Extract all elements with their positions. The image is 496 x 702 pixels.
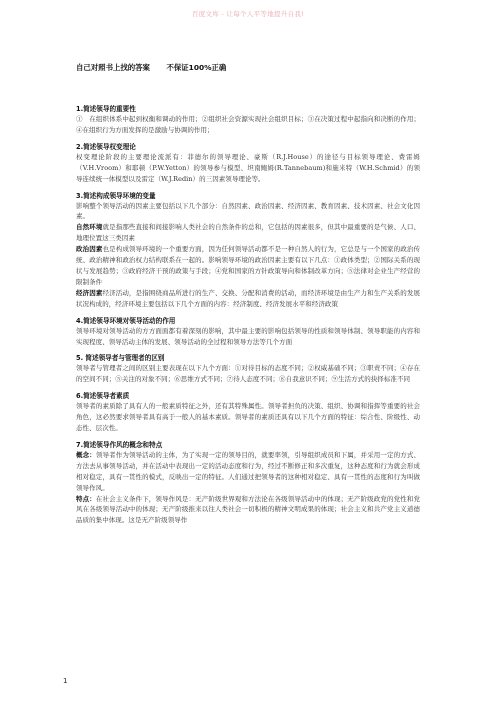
section (76, 142, 420, 185)
section-paragraph (76, 494, 420, 527)
section-heading: 5. 简述领导者与管理者的区别 (76, 354, 165, 363)
sections-container (76, 104, 420, 526)
section (76, 440, 420, 526)
section-heading: 1.简述领导的重要性 (76, 105, 136, 113)
section-paragraph (76, 326, 420, 348)
paragraph-text: 领导环境对领导活动的方方面面都有着深刻的影响，其中最主要的影响包括领导的性质和领导体制、领导职能的内容和实现程度、领导活动主体的发展、领导活动的全过程和领导方法等几个方面 (76, 326, 420, 346)
paragraph-text: 在社会主义条件下，领导作风是：无产阶级世界观和方法论在各级领导活动中的体现；无产阶级政党的党性和党风在各级领导活动中的体现；无产阶级推来以往人类社会一切积极的精神文明成果的体现；社会主义和共产党主义道德品质的集中体现。这是无产阶级领导作 (76, 494, 420, 525)
document-title-line (76, 62, 420, 73)
section-paragraph (76, 222, 420, 244)
section-heading: 7.简述领导作风的概念和特点 (76, 440, 163, 449)
section-paragraph (76, 363, 420, 385)
section-heading: 4.简述领导环境对领导活动的作用 (76, 316, 176, 325)
paragraph-lead: 经济因素 (76, 288, 103, 297)
paragraph-lead: 自然环境 (76, 223, 103, 232)
section-paragraph (76, 401, 420, 434)
paragraph-text: 权变理论阶段的主要理论流派有：菲德尔的领导理论、豪斯（R.J.House）的途径与目标领导理论、费雷姆（V.H.Vroom）和耶顿（P.W.Yetton）的领导参与模型、坦南鲍姆(R.Tannebaum)和施米特（W.H.Schmid）的领导连续统一体模型以及雷定（W.J.Redin）的三因素领导理论等。 (76, 152, 420, 183)
document-title: 自己对照书上找的答案 (76, 63, 150, 72)
paragraph-text: 也是构成领导环境的一个重要方面，因为任何领导活动都不是一种自然人的行为，它总是与一个国家的政治传统、政治精神和政治权力结构联系在一起的。影响领导环境的政治因素主要有以下几点：①政体类型；②国际关系的现状与发展趋势；③政府经济干预的政策与手段；④党和国家的方针政策导向和体制改革方向；⑤法律对企业生产经营的限制条件 (76, 245, 420, 286)
section (76, 104, 420, 136)
section (76, 353, 420, 385)
paragraph-text: 领导者与管理者之间的区别主要表现在以下九个方面：①对待目标的态度不同；②权威基础不同；③职责不同；④存在的空间不同；⑤关注的对象不同；⑥思维方式不同；⑦待人态度不同；⑧自我意识不同；⑨生活方式的抉择标准不同 (76, 364, 420, 384)
paragraph-text: 影响整个领导活动的因素主要包括以下几个部分：自然因素、政治因素、经济因素、教育因素、技术因素、社会文化因素。 (76, 201, 420, 221)
section-paragraph (76, 114, 420, 136)
document-body (76, 62, 420, 526)
paragraph-text: 经济活动，是指围绕商品所进行的生产、交换、分配和消费的活动，而经济环境是由生产力和生产关系的发展状况构成的，经济环境主要包括以下几个方面的内容：经济制度、经济发展水平和经济政策 (76, 288, 420, 308)
paragraph-text: 领导者作为领导活动的主体，为了实现一定的领导目的，就要率领，引导组织成员和下属，并采用一定的方式、方法去从事领导活动，并在活动中表现出一定的活动态度和行为，经过不断修正和多次重复，这种态度和行为就会形成相对稳定，具有一贯性的模式，反映出一定的特征。人们通过把领导者的这种相对稳定、具有一贯性的态度和行为叫做领导作风。 (76, 450, 420, 492)
paragraph-lead: 概念： (76, 450, 96, 459)
section-heading: 3.简述构成领导环境的变量 (76, 191, 156, 200)
paragraph-text: 就是指那些直接和间接影响人类社会的自然条件的总和，它包括的因素很多，但其中最重要的是气候、人口、地理位置这三类因素 (76, 223, 420, 243)
section (76, 191, 420, 310)
paragraph-lead: 特点： (76, 494, 96, 503)
section (76, 391, 420, 434)
page-number: 1 (63, 677, 68, 685)
document-subtitle: 不保证100%正确 (166, 63, 227, 72)
section-paragraph (76, 450, 420, 494)
paragraph-text: ① 在组织体系中起到权衡和调动的作用；②组织社会资源实现社会组织目标；③在决策过程中起指向和决断的作用；④在组织行为方面发挥的是激励与协调的作用； (76, 115, 420, 134)
section-heading: 6.简述领导者素质 (76, 392, 130, 401)
section-paragraph (76, 152, 420, 185)
section-paragraph (76, 244, 420, 288)
paragraph-lead: 政治因素 (76, 245, 103, 254)
section-heading: 2.简述领导权变理论 (76, 142, 136, 151)
paragraph-text: 领导者的素质除了具有人的一般素质特征之外，还有其特殊属性。领导者担负的决策、组织、协调和指挥等重要的社会角色，这必然要求领导者具有高于一般人的基本素质。领导者的素质还具有以下几个方面的特征：综合性、阶级性、动态性、层次性。 (76, 402, 420, 433)
section-paragraph (76, 201, 420, 223)
section-paragraph (76, 288, 420, 310)
watermark: 百度文库 - 让每个人平等地提升自我! (191, 10, 305, 18)
section (76, 316, 420, 348)
